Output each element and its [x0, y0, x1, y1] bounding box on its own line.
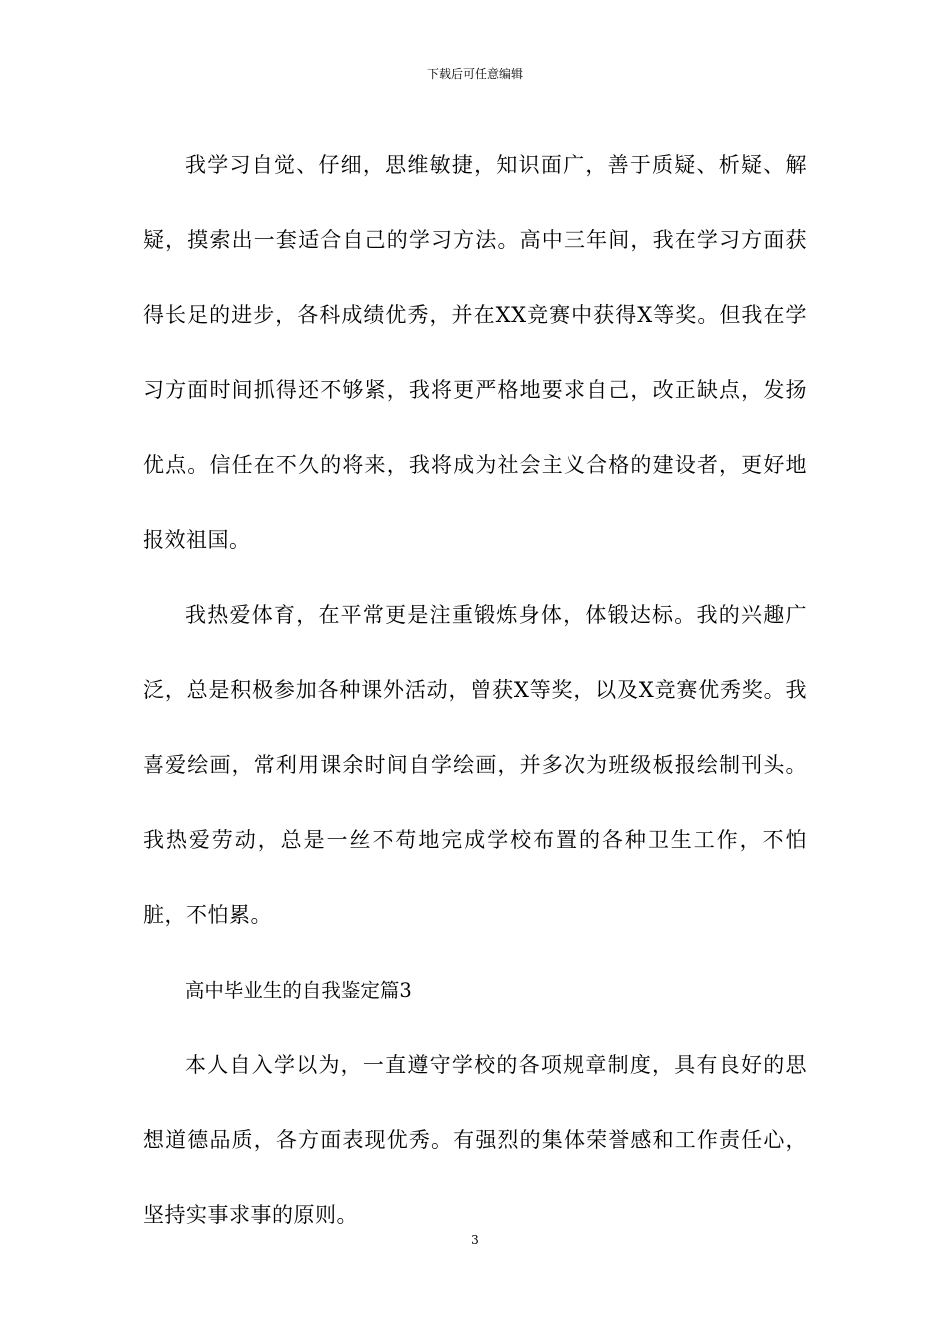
section-heading: 高中毕业生的自我鉴定篇3 [184, 979, 412, 1002]
page-number: 3 [471, 1233, 479, 1247]
paragraph-conduct: 本人自入学以为，一直遵守学校的各项规章制度，具有良好的思想道德品质，各方面表现优秀。有强烈的集体荣誉感和工作责任心，坚持实事求事的原则。 [143, 1053, 807, 1227]
paragraph-sports: 我热爱体育，在平常更是注重锻炼身体，体锻达标。我的兴趣广泛，总是积极参加各种课外活动，曾获X等奖，以及X竞赛优秀奖。我喜爱绘画，常利用课余时间自学绘画，并多次为班级板报绘制刊头。我热爱劳动，总是一丝不苟地完成学校布置的各种卫生工作，不怕脏，不怕累。 [143, 603, 807, 927]
document-body [143, 128, 807, 1253]
paragraph-study: 我学习自觉、仔细，思维敏捷，知识面广，善于质疑、析疑、解疑，摸索出一套适合自己的学习方法。高中三年间，我在学习方面获得长足的进步，各科成绩优秀，并在XX竞赛中获得X等奖。但我在学习方面时间抓得还不够紧，我将更严格地要求自己，改正缺点，发扬优点。信任在不久的将来，我将成为社会主义合格的建设者，更好地报效祖国。 [143, 153, 807, 552]
page-header-note: 下载后可任意编辑 [426, 67, 523, 81]
